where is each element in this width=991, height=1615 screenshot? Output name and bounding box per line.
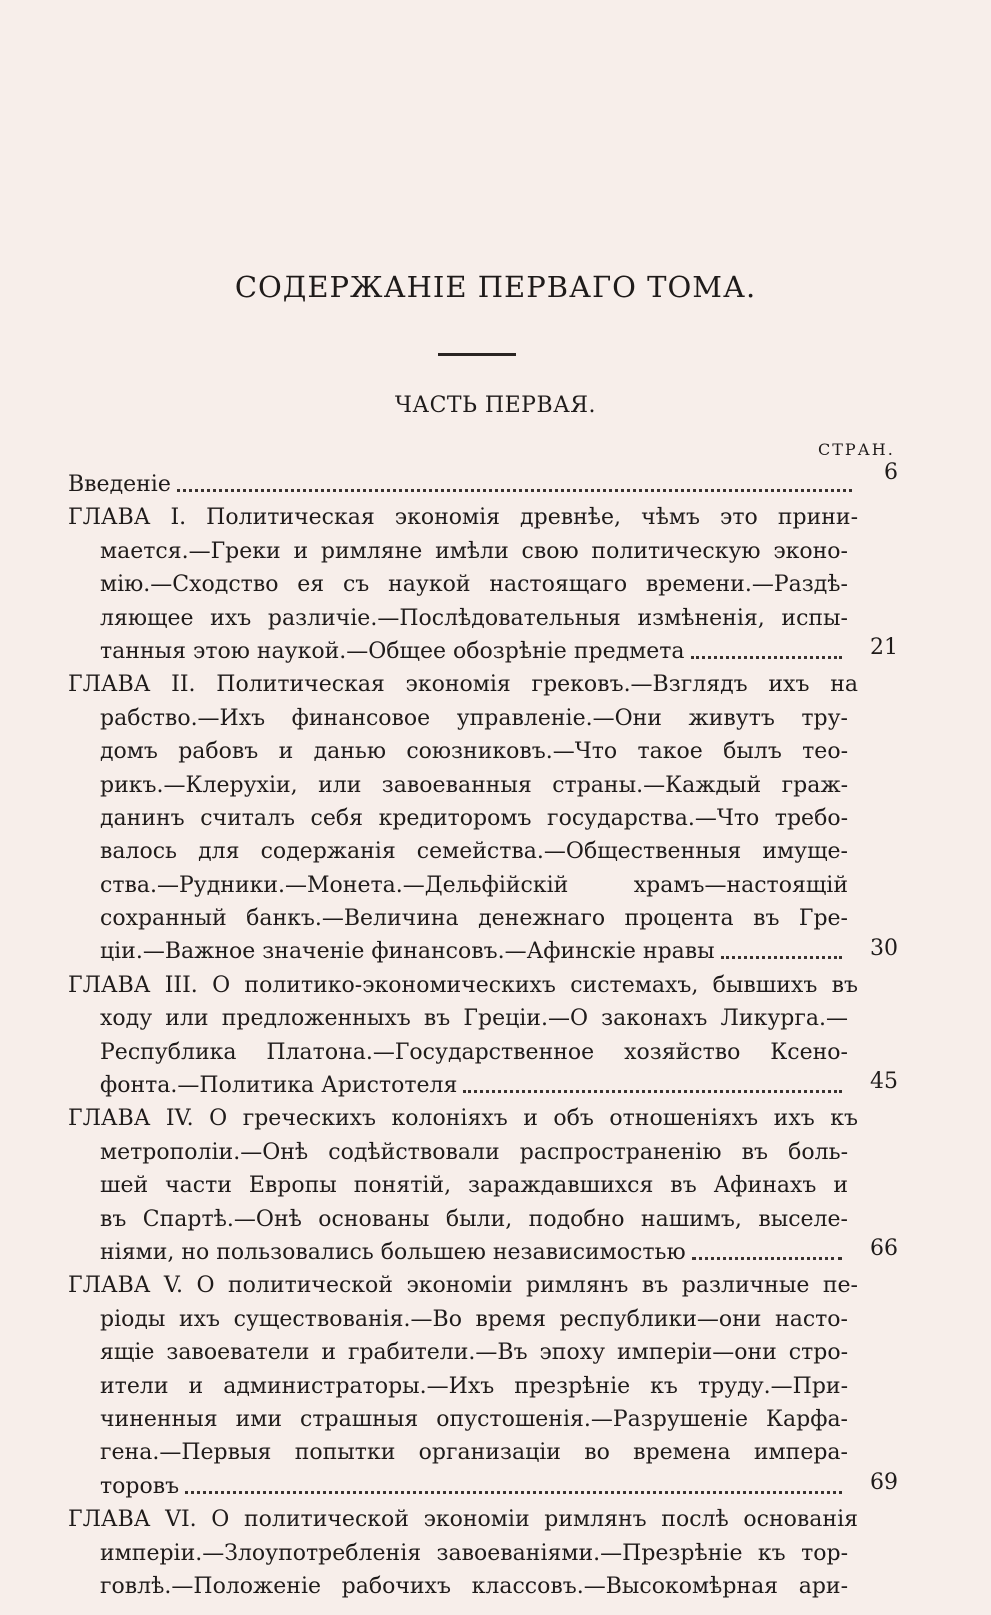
- toc-entry-chapter-1: [68, 501, 898, 668]
- chapter-summary-line: ства.—Рудники.—Монета.—Дельфійскій храмъ—настоящій: [100, 872, 848, 898]
- dot-leader: [177, 468, 852, 492]
- chapter-summary-line: въ Спартѣ.—Онѣ основаны были, подобно нашимъ, выселе-: [100, 1206, 848, 1232]
- chapter-summary-line: Республика Платона.—Государственное хозяйство Ксено-: [100, 1039, 848, 1065]
- leader-row: [100, 1069, 848, 1102]
- page-title: СОДЕРЖАНІЕ ПЕРВАГО ТОМА.: [234, 270, 757, 304]
- chapter-summary-last-line: [100, 935, 848, 968]
- chapter-summary-line: домъ рабовъ и данью союзниковъ.—Что такое былъ тео-: [100, 739, 848, 765]
- chapter-summary-last-line: [100, 1069, 848, 1102]
- chapter-summary-line: имперіи.—Злоупотребленія завоеваніями.—Презрѣніе къ тор-: [100, 1540, 848, 1566]
- chapter-summary-text: танныя этою наукой.—Общее обозрѣніе предмета: [100, 638, 685, 664]
- toc-entry-chapter-5: [68, 1269, 898, 1503]
- chapter-summary-line: ляющее ихъ различіе.—Послѣдовательныя измѣненія, испы-: [100, 605, 848, 631]
- chapter-heading-line: ГЛАВА III. О политико-экономическихъ системахъ, бывшихъ въ: [68, 972, 858, 998]
- chapter-summary-text: торовъ: [100, 1473, 180, 1499]
- chapter-heading-line: ГЛАВА I. Политическая экономія древнѣе, чѣмъ это прини-: [68, 505, 858, 531]
- chapter-summary-line: ящіе завоеватели и грабители.—Въ эпоху имперіи—они стро-: [100, 1340, 848, 1366]
- leader-row: [100, 1470, 848, 1503]
- chapter-summary-line: говлѣ.—Положеніе рабочихъ классовъ.—Высокомѣрная ари-: [100, 1573, 848, 1599]
- chapter-summary-line: чиненныя ими страшныя опустошенія.—Разрушеніе Карфа-: [100, 1406, 848, 1432]
- chapter-heading-line: ГЛАВА IV. О греческихъ колоніяхъ и объ отношеніяхъ ихъ къ: [68, 1106, 858, 1132]
- chapter-summary-line: ители и администраторы.—Ихъ презрѣніе къ труду.—При-: [100, 1373, 848, 1399]
- chapter-summary-line: сохранный банкъ.—Величина денежнаго процента въ Гре-: [100, 906, 848, 932]
- chapter-summary-line: ріоды ихъ существованія.—Во время республики—они насто-: [100, 1306, 848, 1332]
- toc-page-number: 30: [870, 935, 898, 961]
- dot-leader: [692, 1236, 842, 1260]
- chapter-summary-last-line: [100, 635, 848, 668]
- toc-page-number: 69: [870, 1469, 898, 1495]
- table-of-contents: [68, 460, 898, 1603]
- toc-entry-chapter-2: [68, 668, 898, 969]
- chapter-summary-last-line: [100, 1236, 848, 1269]
- chapter-summary-line: рикъ.—Клерухіи, или завоеванныя страны.—Каждый граж-: [100, 772, 848, 798]
- toc-page-number: 66: [870, 1236, 898, 1262]
- chapter-heading-line: ГЛАВА V. О политической экономіи римлянъ въ различные пе-: [68, 1273, 858, 1299]
- dot-leader: [691, 635, 842, 659]
- chapter-summary-line: гена.—Первыя попытки организаціи во времена импера-: [100, 1440, 848, 1466]
- toc-entry-chapter-6: [68, 1503, 898, 1603]
- chapter-summary-text: ніями, но пользовались большею независимостью: [100, 1239, 686, 1265]
- toc-entry-chapter-4: [68, 1102, 898, 1269]
- dot-leader: [463, 1069, 842, 1093]
- chapter-summary-line: мію.—Сходство ея съ наукой настоящаго времени.—Раздѣ-: [100, 572, 848, 598]
- leader-row: [100, 1236, 848, 1269]
- chapter-summary-line: шей части Европы понятій, зараждавшихся въ Афинахъ и: [100, 1173, 848, 1199]
- toc-page-number: 6: [884, 460, 898, 485]
- part-heading: ЧАСТЬ ПЕРВАЯ.: [394, 393, 597, 418]
- title-rule: [438, 353, 516, 356]
- chapter-summary-line: валось для содержанія семейства.—Общественныя имуще-: [100, 839, 848, 865]
- chapter-summary-text: фонта.—Политика Аристотеля: [100, 1073, 458, 1099]
- chapter-summary-line: рабство.—Ихъ финансовое управленіе.—Они живутъ тру-: [100, 705, 848, 731]
- chapter-summary-last-line: [100, 1470, 848, 1503]
- chapter-heading-line: ГЛАВА VI. О политической экономіи римлянъ послѣ основанія: [68, 1507, 858, 1533]
- chapter-heading-line: ГЛАВА II. Политическая экономія грековъ.—Взглядъ ихъ на: [68, 672, 858, 698]
- toc-entry-chapter-3: [68, 969, 898, 1103]
- dot-leader: [721, 935, 842, 959]
- chapter-summary-text: ціи.—Важное значеніе финансовъ.—Афинскіе нравы: [100, 939, 715, 965]
- toc-page-number: 21: [870, 634, 898, 660]
- chapter-summary-line: данинъ считалъ себя кредиторомъ государства.—Что требо-: [100, 805, 848, 831]
- page-column-header: СТРАН.: [818, 440, 895, 459]
- toc-entry-intro: [68, 460, 898, 501]
- chapter-summary-line: метрополіи.—Онѣ содѣйствовали распространенію въ боль-: [100, 1139, 848, 1165]
- leader-row: [100, 635, 848, 668]
- chapter-summary-line: ходу или предложенныхъ въ Греціи.—О законахъ Ликурга.—: [100, 1006, 848, 1032]
- chapter-summary-line: мается.—Греки и римляне имѣли свою политическую эконо-: [100, 538, 848, 564]
- dot-leader: [185, 1470, 842, 1494]
- leader-row: [100, 935, 848, 968]
- toc-page-number: 45: [870, 1069, 898, 1095]
- toc-entry-label: Введеніе: [68, 472, 171, 497]
